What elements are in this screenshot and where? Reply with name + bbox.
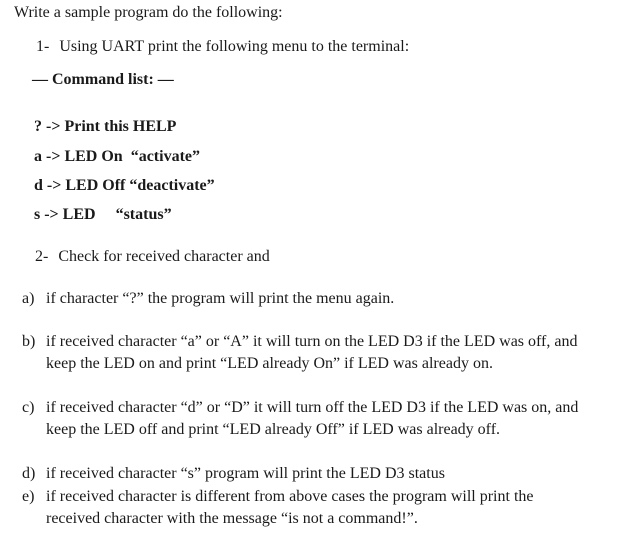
case-d <box>22 464 445 484</box>
case-b <box>22 332 577 352</box>
step-2-number: 2- <box>35 248 49 265</box>
intro-text: Write a sample program do the following: <box>14 4 283 21</box>
case-a-line-1: if character “?” the program will print the menu again. <box>46 290 395 307</box>
menu-item-deactivate: d -> LED Off “deactivate” <box>34 177 215 194</box>
case-c-label: c) <box>22 399 35 416</box>
step-1-text: Using UART print the following menu to the terminal: <box>59 38 410 55</box>
case-c-line-1: if received character “d” or “D” it will turn off the LED D3 if the LED was on, and <box>46 399 579 416</box>
case-c <box>22 398 578 418</box>
case-d-line-1: if received character “s” program will print the LED D3 status <box>46 465 445 482</box>
step-1-number: 1- <box>36 38 50 55</box>
menu-item-help: ? -> Print this HELP <box>34 118 177 135</box>
case-e-line-2: received character with the message “is not a command!”. <box>46 510 418 527</box>
menu-item-status: s -> LED “status” <box>34 206 172 223</box>
case-d-label: d) <box>22 465 36 482</box>
case-b-line-1: if received character “a” or “A” it will turn on the LED D3 if the LED was off, and <box>46 333 578 350</box>
case-a <box>22 289 394 309</box>
step-1 <box>36 37 409 57</box>
menu-header: — Command list: — <box>32 71 174 88</box>
case-a-label: a) <box>22 290 35 307</box>
case-b-line-2: keep the LED on and print “LED already On” if LED was already on. <box>46 355 493 372</box>
case-b-label: b) <box>22 333 36 350</box>
case-e <box>22 487 534 507</box>
case-e-line-1: if received character is different from above cases the program will print the <box>46 488 534 505</box>
step-2 <box>35 247 270 267</box>
case-e-label: e) <box>22 488 35 505</box>
menu-item-activate: a -> LED On “activate” <box>34 148 200 165</box>
step-2-text: Check for received character and <box>58 248 270 265</box>
case-c-line-2: keep the LED off and print “LED already Off” if LED was already off. <box>46 421 501 438</box>
